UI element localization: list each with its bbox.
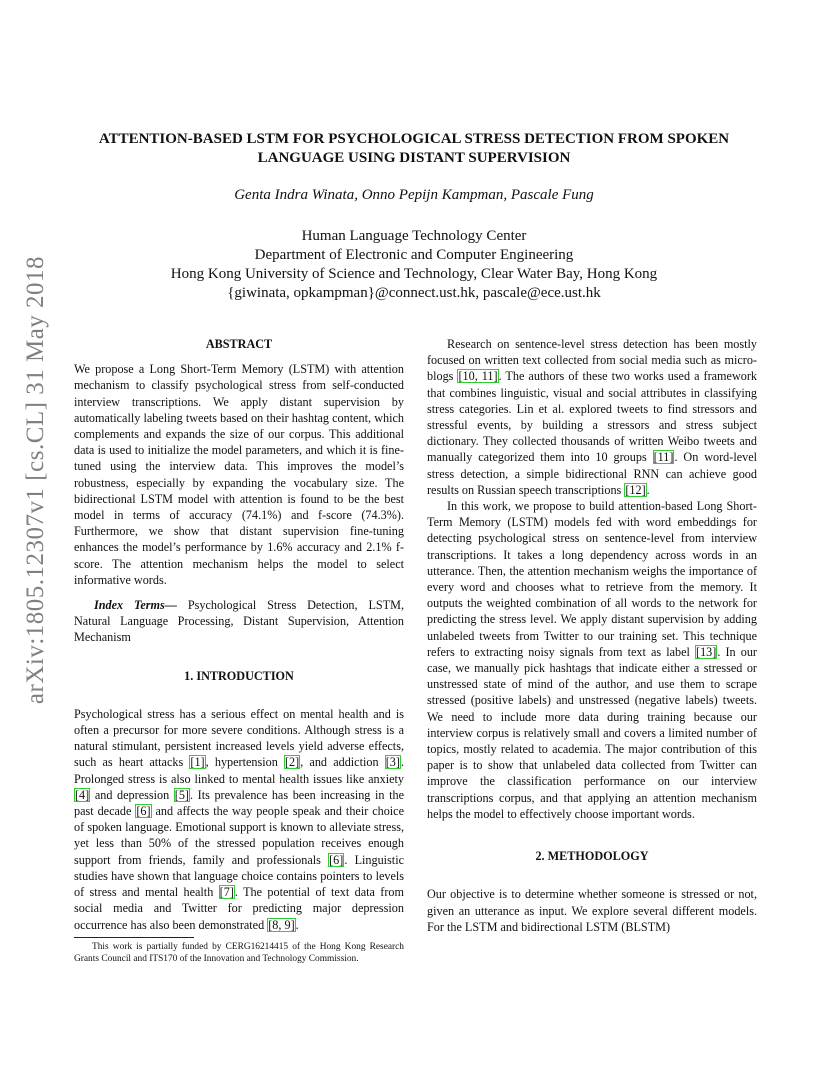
- methodology-heading: 2. METHODOLOGY: [535, 849, 649, 864]
- left-column: [74, 336, 404, 933]
- paragraph-text: and affects the way people speak and their choice of spoken language. Emotional support is known to alleviate stress, yet less than 50% of the stressed population receives enough support from friends, family and professionals: [74, 804, 404, 867]
- citation-link[interactable]: [2]: [284, 755, 300, 770]
- affiliation-block: [60, 227, 768, 303]
- paragraph-text: . On word-level stress detection, a simple bidirectional RNN can achieve good results on Russian speech transcriptions: [427, 450, 757, 497]
- introduction-heading: 1. INTRODUCTION: [184, 668, 294, 683]
- funding-footnote: [74, 941, 404, 966]
- citation-link[interactable]: [5]: [174, 787, 189, 802]
- paragraph-text: . The potential of text data from social media and Twitter for predicting major depression occurrence has also been demonstrated: [74, 885, 404, 932]
- arxiv-id-text: arXiv:1805.12307v1 [cs.CL] 31 May 2018: [22, 255, 49, 705]
- citation-link[interactable]: [13]: [696, 644, 717, 659]
- footnote-rule: [74, 937, 194, 938]
- paragraph-text: . Prolonged stress is also linked to mental health issues like anxiety: [74, 755, 404, 786]
- citation-link[interactable]: [12]: [625, 482, 646, 497]
- footnote-text: This work is partially funded by CERG16214415 of the Hong Kong Research Grants Council and ITS170 of the Innovation and Technology Commission.: [74, 942, 404, 965]
- citation-link[interactable]: [7]: [219, 885, 234, 900]
- contribution-paragraph: [427, 498, 757, 822]
- paragraph-text: and depression: [90, 787, 174, 802]
- citation-link[interactable]: [4]: [75, 787, 90, 802]
- index-terms-text: Psychological Stress Detection, LSTM, Natural Language Processing, Distant Supervision, Attention Mechanism: [74, 598, 405, 645]
- paragraph-text: , hypertension: [205, 755, 284, 770]
- paragraph-text: . The authors of these two works used a framework that combines linguistic, visual and social attributes in classifying stress categories. Lin et al. explored tweets to find stressors and stressful events, by building a stressors and stress subject dictionary. They collected thousands of written Weibo tweets and manually categorized them into 10 groups: [427, 369, 757, 465]
- affiliation-line-3: Hong Kong University of Science and Technology, Clear Water Bay, Hong Kong: [170, 266, 658, 282]
- citation-link[interactable]: [6]: [329, 852, 344, 867]
- paragraph-text: Psychological stress has a serious effect on mental health and is often a precursor for more severe conditions. Although stress is a natural stimulant, persistent increased levels yield adverse effects, such as heart attacks: [74, 706, 404, 770]
- paper-title: ATTENTION-BASED LSTM FOR PSYCHOLOGICAL STRESS DETECTION FROM SPOKEN LANGUAGE USING DISTANT SUPERVISION: [98, 131, 730, 166]
- author-emails: {giwinata, opkampman}@connect.ust.hk, pascale@ece.ust.hk: [227, 285, 601, 301]
- paragraph-text: . In our case, we manually pick hashtags that indicate either a stressed or unstressed state of mind of the author, and use them to scrape stressed (positive labels) and unstressed (negative labels) tweets. We need to include more data during training because our interview corpus is relatively small and covers a limited number of topics, mostly related to academia. The major contribution of this paper is to show that unlabeled data collected from Twitter can improve the classification performance on our interview transcriptions corpus, and that applying an attention mechanism helps the model to effectively choose important words.: [427, 644, 757, 821]
- paragraph-text: , and addiction: [300, 755, 385, 770]
- index-terms-label: Index Terms—: [94, 598, 177, 613]
- affiliation-line-1: Human Language Technology Center: [301, 228, 527, 244]
- paragraph-text: . Its prevalence has been increasing in the past decade: [74, 787, 404, 819]
- citation-link[interactable]: [11]: [653, 450, 674, 465]
- citation-link[interactable]: [10, 11]: [458, 369, 498, 384]
- right-column: [427, 336, 757, 935]
- citation-link[interactable]: [8, 9]: [268, 917, 295, 932]
- paragraph-text: Research on sentence-level stress detection has been mostly focused on written text collected from social media such as micro-blogs: [427, 337, 757, 384]
- paragraph-text: .: [295, 917, 299, 932]
- citation-link[interactable]: [3]: [385, 755, 400, 770]
- author-list: Genta Indra Winata, Onno Pepijn Kampman, Pascale Fung: [234, 187, 594, 203]
- citation-link[interactable]: [6]: [136, 804, 151, 819]
- related-work-paragraph: [427, 336, 757, 498]
- methodology-paragraph: Our objective is to determine whether someone is stressed or not, given an utterance as input. We explore several different models. For the LSTM and bidirectional LSTM (BLSTM): [427, 887, 757, 934]
- citation-link[interactable]: [1]: [190, 755, 205, 770]
- paragraph-text: In this work, we propose to build attention-based Long Short-Term Memory (LSTM) models fed with word embeddings for detecting psychological stress on sentence-level from interview transcriptions. It takes a long dependency across words in an utterance. Then, the attention mechanism weighs the importance of every word and chooses what to retrieve from the memory. It outputs the weighted combination of all words to the network for predicting the stress level. We apply distant supervision by adding unlabeled tweets from Twitter to our training set. This technique refers to extracting noisy signals from text as label: [427, 499, 757, 659]
- introduction-paragraph: [74, 706, 404, 933]
- abstract-text: We propose a Long Short-Term Memory (LSTM) with attention mechanism to classify psychological stress from self-conducted interview transcriptions. We apply distant supervision by automatically labeling tweets based on their hashtag content, which complements and expands the size of our corpus. This additional data is used to initialize the model parameters, and which it is fine-tuned using the interview data. This improves the model’s robustness, especially by expanding the vocabulary size. The bidirectional LSTM model with attention is found to be the best model in terms of accuracy (74.1%) and f-score (74.3%). Furthermore, we show that distant supervision fine-tuning enhances the model’s performance by 1.6% accuracy and 2.1% f-score. The attention mechanism helps the model to select informative words.: [74, 362, 404, 587]
- paragraph-text: .: [646, 482, 650, 497]
- index-terms: [74, 597, 404, 646]
- arxiv-margin-identifier: [20, 255, 52, 705]
- abstract-heading: ABSTRACT: [205, 337, 273, 351]
- affiliation-line-2: Department of Electronic and Computer Engineering: [254, 247, 574, 263]
- paragraph-text: . Linguistic studies have shown that language choice contains pointers to levels of stress and mental health: [74, 852, 404, 900]
